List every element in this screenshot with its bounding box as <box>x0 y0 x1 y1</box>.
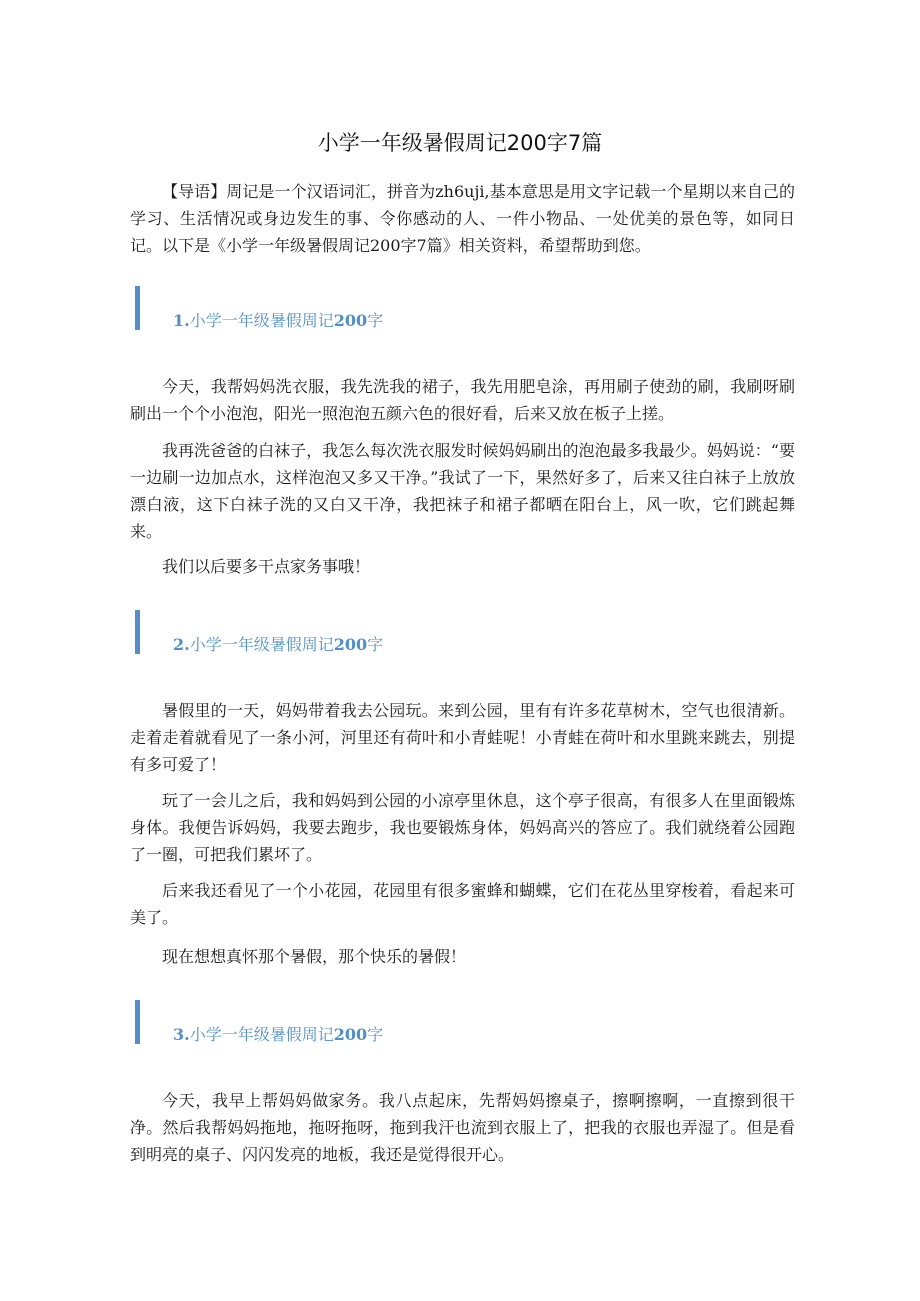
section-2-paragraph-1: 暑假里的一天，妈妈带着我去公园玩。来到公园，里有有许多花草树木，空气也很清新。走着走着就看见了一条小河，河里还有荷叶和小青蛙呢！小青蛙在荷叶和水里跳来跳去，别提有多可爱了！ <box>130 701 795 774</box>
section-1-paragraph-3-block <box>130 553 795 580</box>
section-2-heading <box>135 610 535 654</box>
section-1-count: 200 <box>333 311 368 330</box>
intro-block <box>130 178 795 259</box>
document-title: 小学一年级暑假周记200字7篇 <box>317 131 603 155</box>
section-2-paragraph-2-block <box>130 787 795 868</box>
section-3-suffix: 字 <box>367 1025 384 1044</box>
section-2-heading-text: 小学一年级暑假周记 <box>189 635 334 654</box>
section-1-paragraph-2-block <box>130 437 795 545</box>
section-2-paragraph-4: 现在想想真怀那个暑假，那个快乐的暑假！ <box>162 947 467 966</box>
section-3-heading <box>135 1000 535 1044</box>
section-1-suffix: 字 <box>367 311 384 330</box>
intro-paragraph: 【导语】周记是一个汉语词汇，拼音为zh6uji,基本意思是用文字记载一个星期以来自己的学习、生活情况或身边发生的事、令你感动的人、一件小物品、一处优美的景色等，如同日记。以下是《小学一年级暑假周记200字7篇》相关资料，希望帮助到您。 <box>130 182 795 255</box>
section-1-paragraph-1-block <box>130 373 795 427</box>
section-3-count: 200 <box>333 1025 368 1044</box>
heading-accent-bar <box>135 610 140 654</box>
section-3-heading-text: 小学一年级暑假周记 <box>189 1025 334 1044</box>
section-2-paragraph-3-block <box>130 877 795 931</box>
section-2-number: 2. <box>173 635 190 654</box>
section-3-paragraph-1-block <box>130 1087 795 1168</box>
section-1-heading <box>135 286 535 330</box>
heading-accent-bar <box>135 1000 140 1044</box>
section-2-paragraph-2: 玩了一会儿之后，我和妈妈到公园的小凉亭里休息，这个亭子很高，有很多人在里面锻炼身体。我便告诉妈妈，我要去跑步，我也要锻炼身体，妈妈高兴的答应了。我们就绕着公园跑了一圈，可把我们累坏了。 <box>130 791 795 864</box>
section-1-paragraph-3: 我们以后要多干点家务事哦！ <box>162 557 371 576</box>
section-1-title <box>173 310 383 332</box>
section-3-number: 3. <box>173 1025 190 1044</box>
section-2-paragraph-4-block <box>130 943 795 970</box>
section-2-title <box>173 634 383 656</box>
section-1-paragraph-1: 今天，我帮妈妈洗衣服，我先洗我的裙子，我先用肥皂涂，再用刷子使劲的刷，我刷呀刷刷出一个个小泡泡，阳光一照泡泡五颜六色的很好看，后来又放在板子上搓。 <box>130 377 795 423</box>
section-2-suffix: 字 <box>367 635 384 654</box>
section-1-paragraph-2: 我再洗爸爸的白袜子，我怎么每次洗衣服发时候妈妈刷出的泡泡最多我最少。妈妈说：“要一边刷一边加点水，这样泡泡又多又干净。”我试了一下，果然好多了，后来又往白袜子上放放漂白液，这下白袜子洗的又白又干净，我把袜子和裙子都晒在阳台上，风一吹，它们跳起舞来。 <box>130 441 795 541</box>
section-1-number: 1. <box>173 311 190 330</box>
section-2-paragraph-1-block <box>130 697 795 778</box>
section-3-title <box>173 1024 383 1046</box>
section-1-heading-text: 小学一年级暑假周记 <box>189 311 334 330</box>
heading-accent-bar <box>135 286 140 330</box>
section-3-paragraph-1: 今天，我早上帮妈妈做家务。我八点起床，先帮妈妈擦桌子，擦啊擦啊，一直擦到很干净。然后我帮妈妈拖地，拖呀拖呀，拖到我汗也流到衣服上了，把我的衣服也弄湿了。但是看到明亮的桌子、闪闪发亮的地板，我还是觉得很开心。 <box>130 1091 795 1164</box>
section-2-count: 200 <box>333 635 368 654</box>
section-2-paragraph-3: 后来我还看见了一个小花园，花园里有很多蜜蜂和蝴蝶，它们在花丛里穿梭着，看起来可美了。 <box>130 881 795 927</box>
